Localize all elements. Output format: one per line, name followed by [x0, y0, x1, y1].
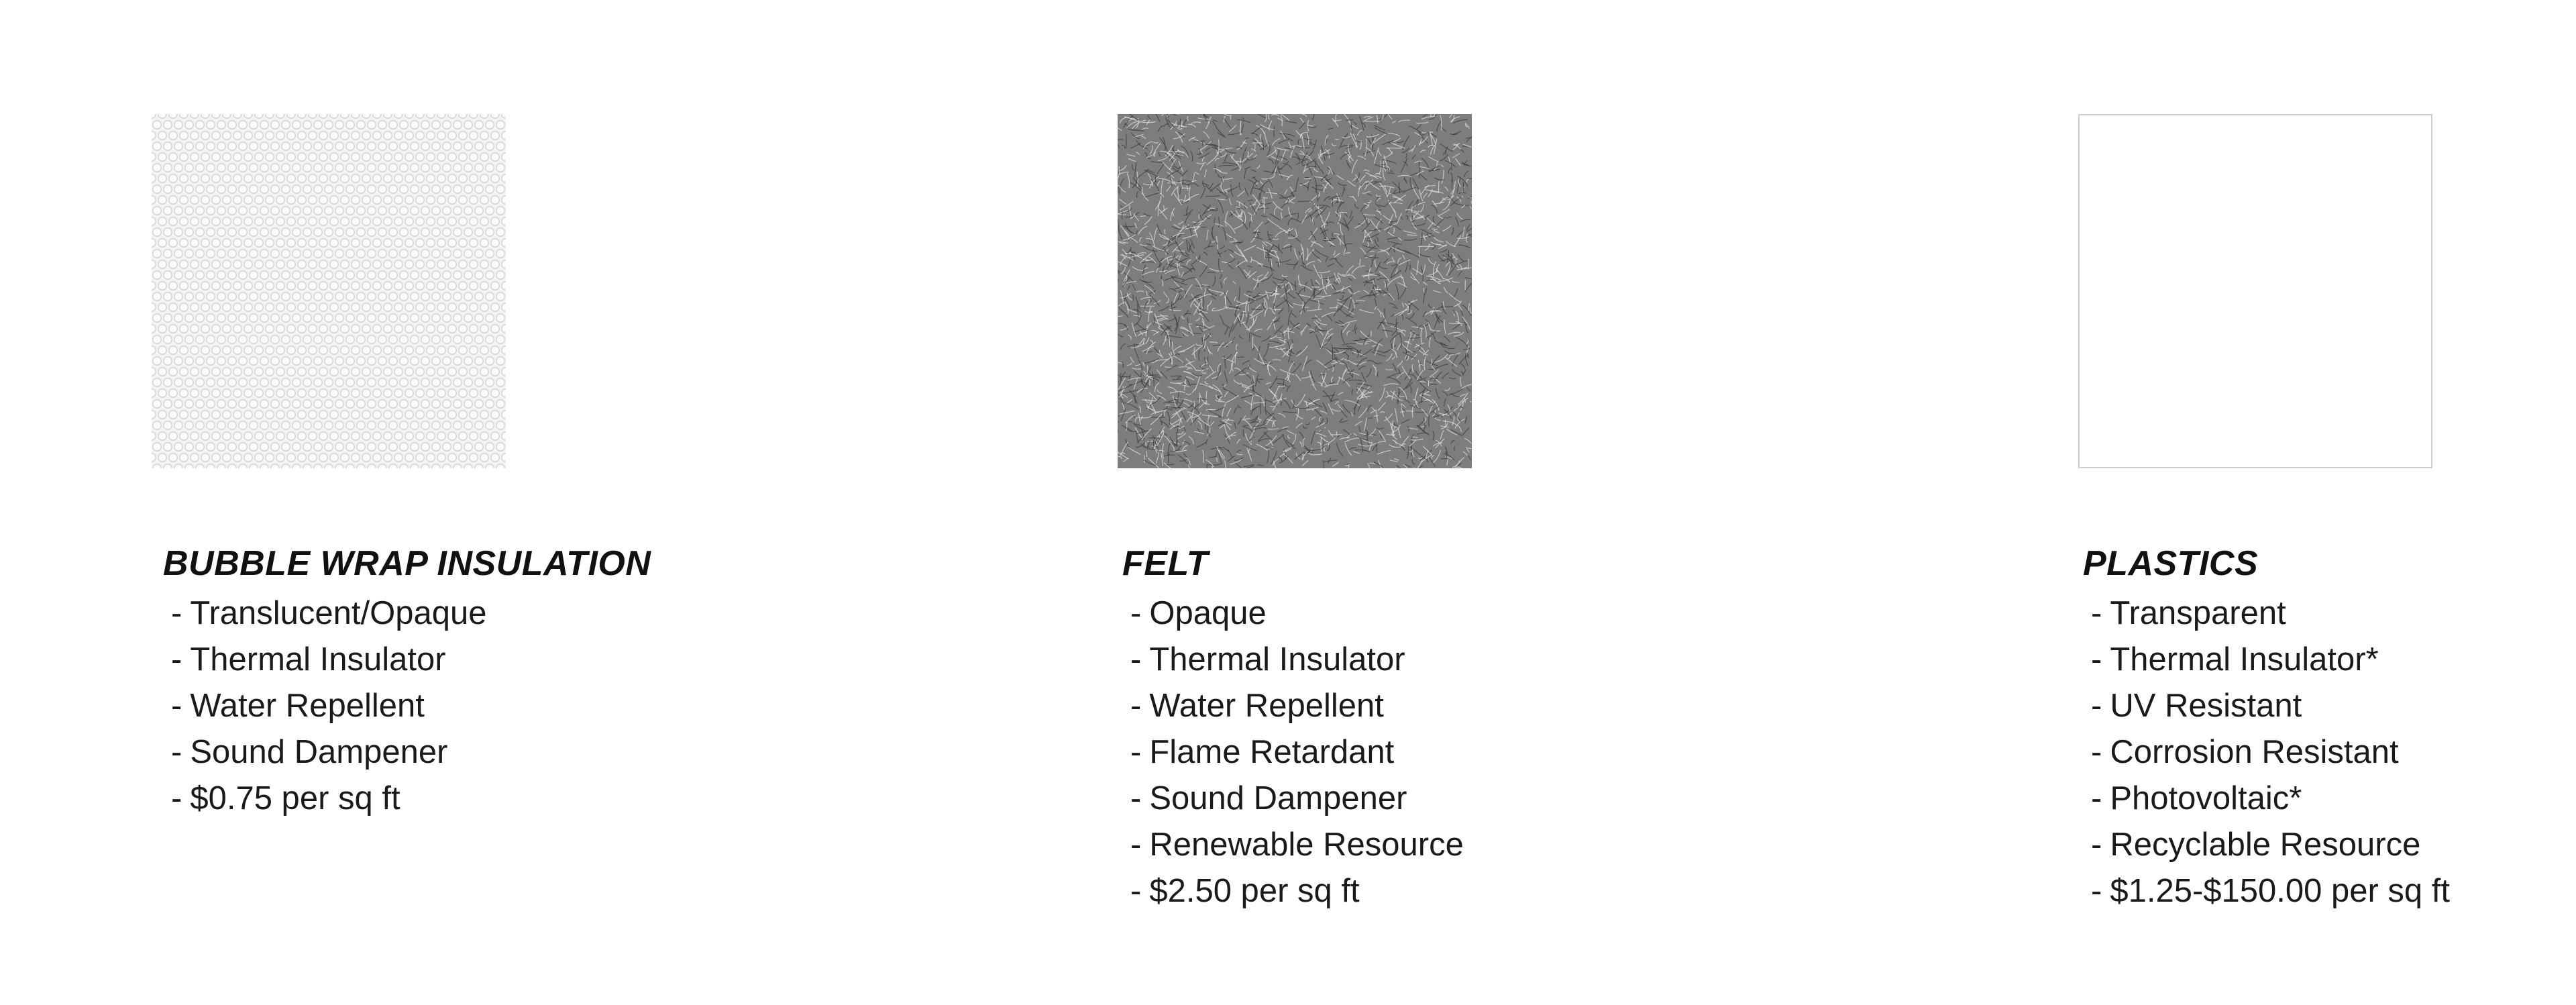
bubble-wrap-texture [152, 114, 506, 468]
property-item: - $1.25-$150.00 per sq ft [2091, 873, 2451, 909]
property-item: - Opaque [1130, 595, 1267, 631]
material-title: PLASTICS [2083, 544, 2259, 583]
property-item: - Transparent [2091, 595, 2286, 631]
property-item: - $2.50 per sq ft [1130, 873, 1360, 909]
property-item: - Water Repellent [1130, 688, 1384, 724]
bubble-wrap-swatch [152, 114, 506, 468]
material-title: FELT [1122, 544, 1209, 583]
felt-column [1122, 542, 1464, 914]
property-item: - Sound Dampener [1130, 780, 1407, 816]
material-title: BUBBLE WRAP INSULATION [163, 544, 651, 583]
property-item: - Photovoltaic* [2091, 780, 2302, 816]
property-item: - Translucent/Opaque [171, 595, 487, 631]
property-item: - Corrosion Resistant [2091, 734, 2399, 770]
property-item: - Thermal Insulator [171, 641, 446, 678]
plastic-swatch [2078, 114, 2432, 468]
bubble-wrap-column [163, 542, 651, 822]
property-item: - Water Repellent [171, 688, 425, 724]
property-item: - Flame Retardant [1130, 734, 1395, 770]
felt-texture [1118, 114, 1472, 468]
property-item: - $0.75 per sq ft [171, 780, 400, 816]
property-list [171, 590, 651, 822]
property-list [2091, 590, 2450, 914]
property-item: - Sound Dampener [171, 734, 448, 770]
plastics-column [2083, 542, 2450, 914]
property-item: - Thermal Insulator* [2091, 641, 2379, 678]
property-list [1130, 590, 1464, 914]
property-item: - Thermal Insulator [1130, 641, 1405, 678]
property-item: - Recyclable Resource [2091, 827, 2421, 863]
property-item: - Renewable Resource [1130, 827, 1464, 863]
property-item: - UV Resistant [2091, 688, 2302, 724]
felt-swatch [1118, 114, 1472, 468]
